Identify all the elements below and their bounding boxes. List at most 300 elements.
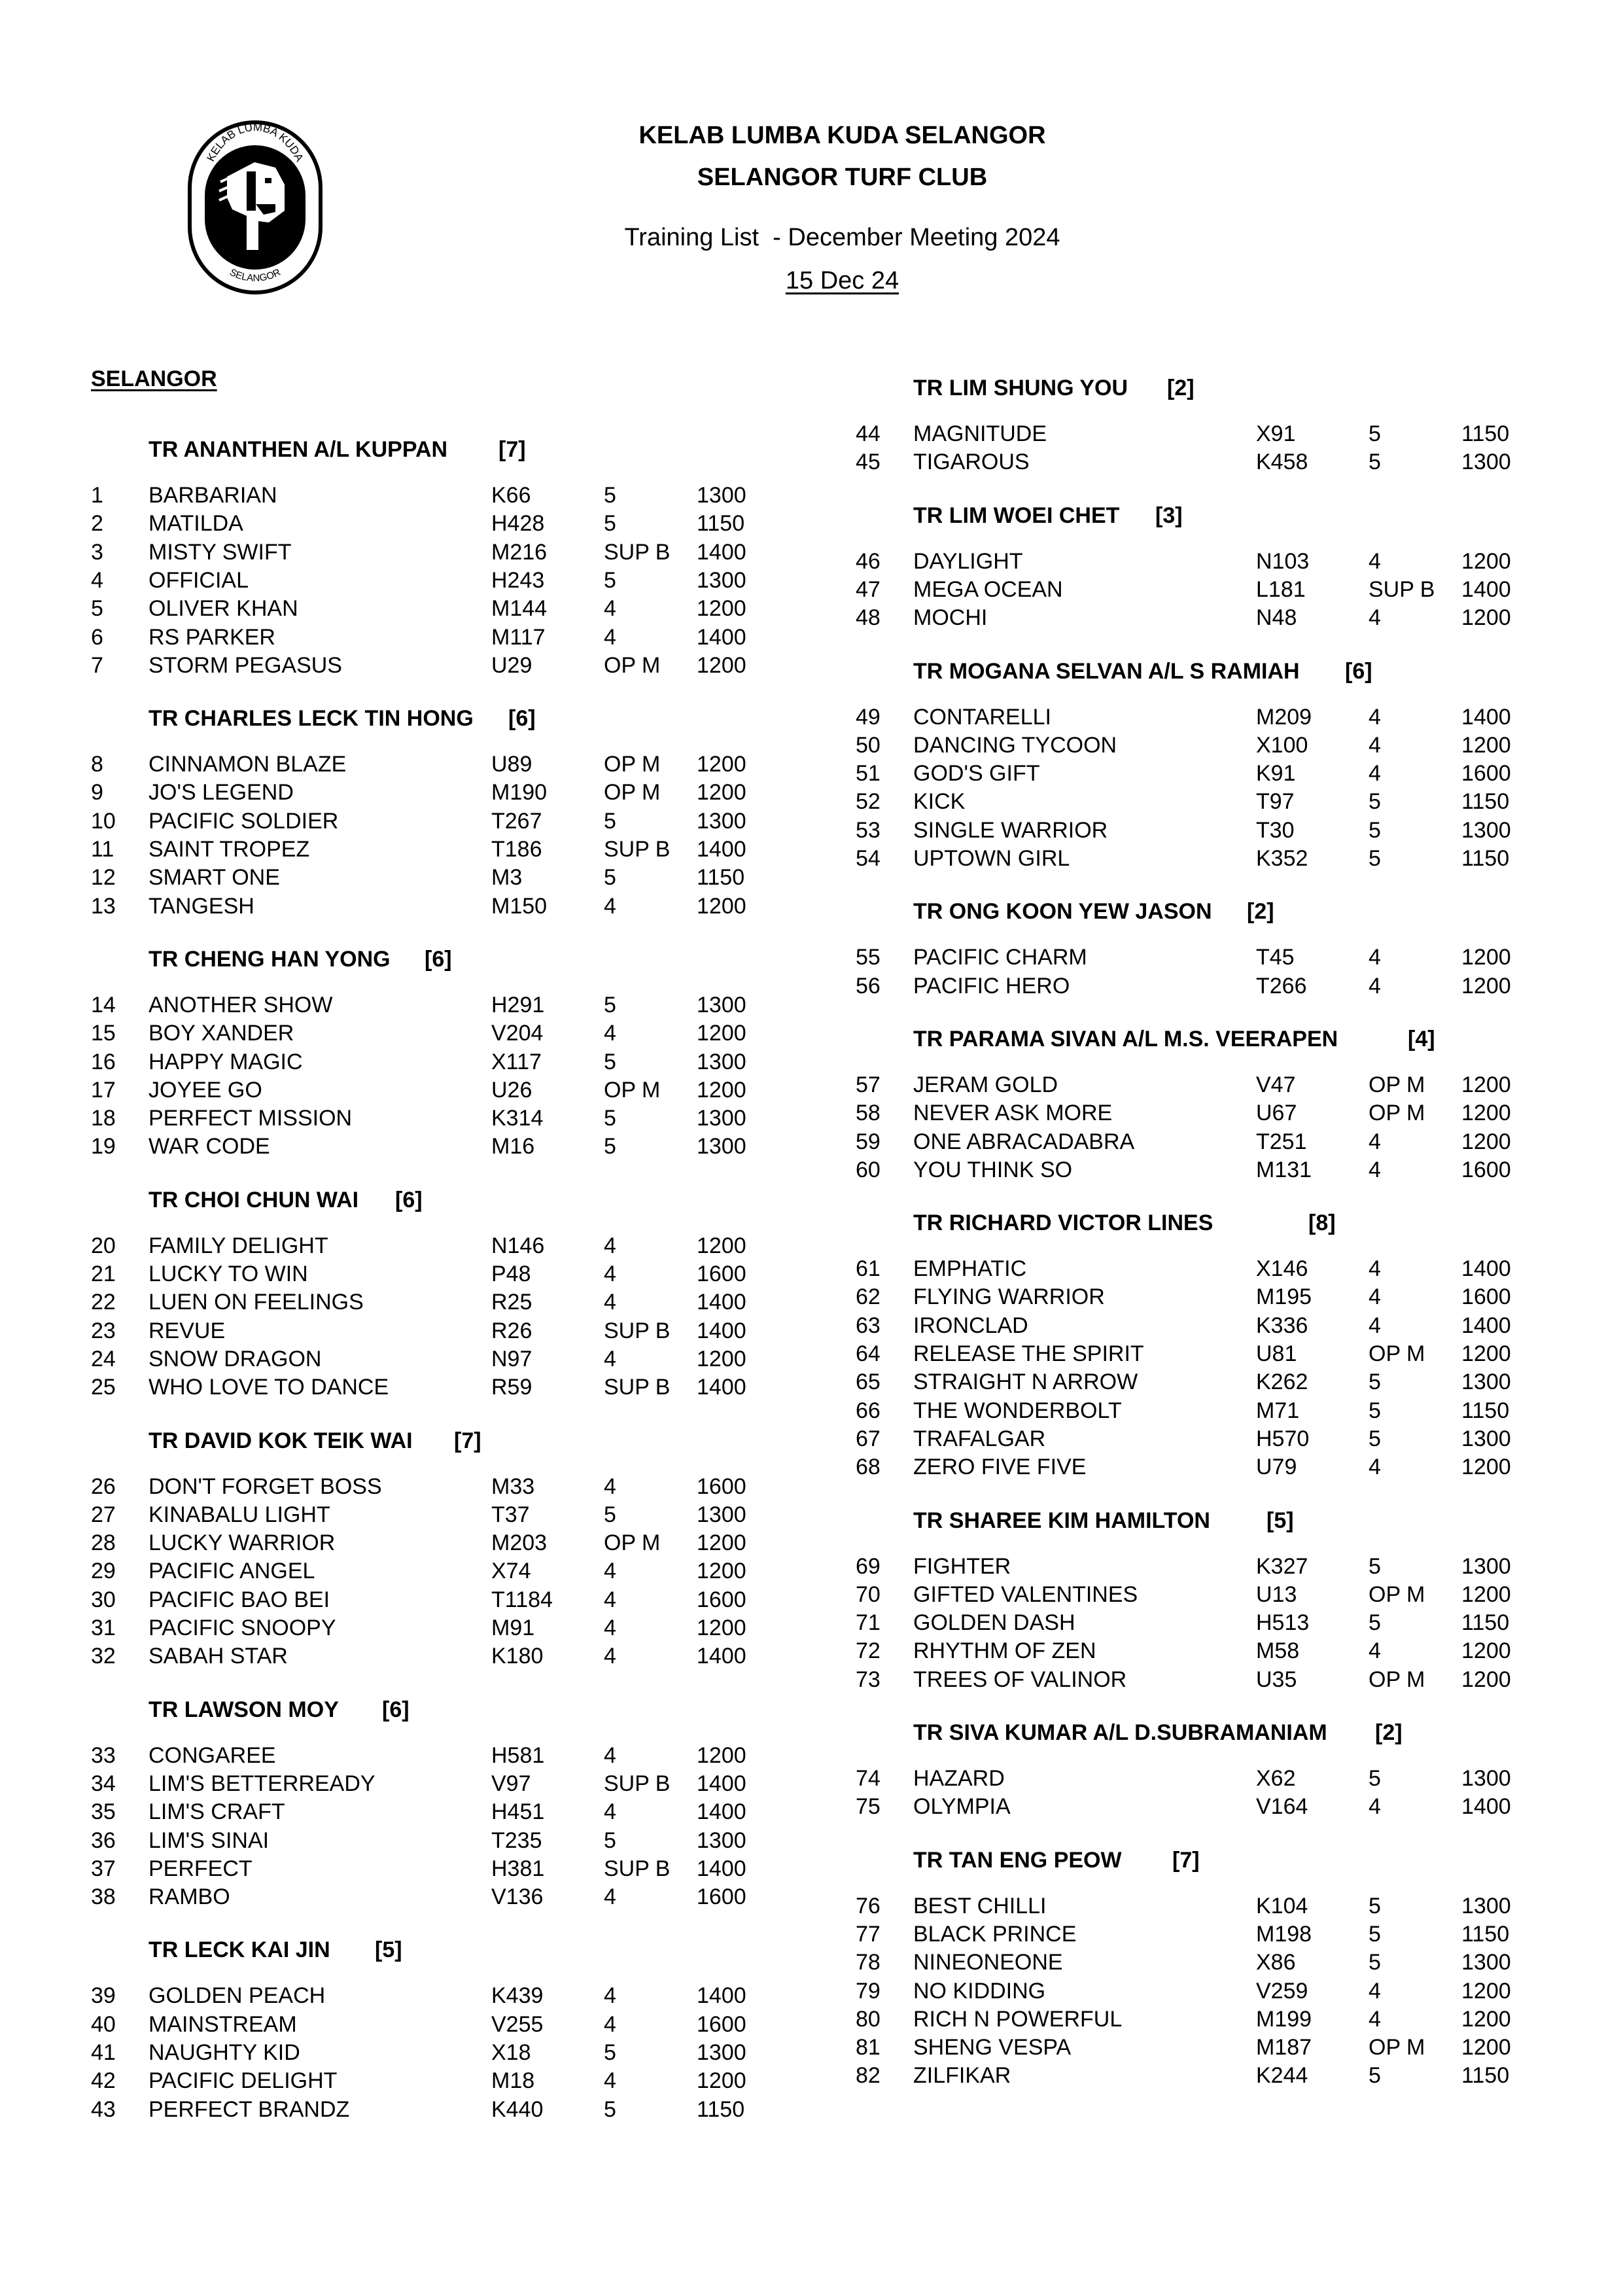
horse-distance: 1400 — [697, 1856, 746, 1881]
horse-rating: V136 — [491, 1884, 544, 1910]
horse-name: CINNAMON BLAZE — [148, 752, 347, 777]
horse-name: BARBARIAN — [148, 483, 277, 508]
horse-name: OFFICIAL — [148, 567, 249, 593]
horse-number: 39 — [91, 1983, 116, 2009]
trainer-name: TR LIM SHUNG YOU — [913, 376, 1128, 400]
horse-number: 36 — [91, 1828, 116, 1853]
horse-distance: 1600 — [1461, 1284, 1511, 1310]
horse-rating: R25 — [491, 1290, 532, 1315]
horse-class: 5 — [1369, 1893, 1381, 1918]
horse-name: PACIFIC HERO — [913, 973, 1070, 998]
horse-name: FLYING WARRIOR — [913, 1284, 1105, 1310]
horse-rating: P48 — [491, 1262, 531, 1286]
trainer-horse-count: [4] — [1408, 1026, 1435, 1051]
horse-name: NO KIDDING — [913, 1978, 1046, 2004]
horse-number: 72 — [856, 1638, 881, 1664]
horse-class: 4 — [1369, 548, 1381, 574]
horse-class: 4 — [604, 1233, 616, 1258]
region-label: SELANGOR — [91, 366, 217, 391]
horse-class: OP M — [1369, 1101, 1425, 1126]
horse-class: 4 — [604, 1290, 616, 1315]
horse-number: 61 — [856, 1256, 881, 1282]
horse-rating: V47 — [1256, 1072, 1296, 1097]
horse-rating: H381 — [491, 1856, 545, 1881]
horse-distance: 1200 — [1461, 1341, 1511, 1366]
horse-name: HAPPY MAGIC — [148, 1049, 303, 1074]
trainer-horse-count: [6] — [425, 946, 452, 972]
trainer-name: TR LAWSON MOY — [148, 1697, 339, 1722]
horse-rating: H243 — [491, 567, 545, 593]
horse-class: 4 — [604, 1799, 616, 1825]
horse-name: DANCING TYCOON — [913, 732, 1117, 758]
horse-distance: 1200 — [697, 2068, 746, 2094]
horse-distance: 1600 — [1461, 761, 1511, 786]
horse-number: 70 — [856, 1581, 881, 1607]
horse-rating: K336 — [1256, 1313, 1308, 1338]
horse-class: 4 — [604, 1884, 616, 1910]
horse-class: 4 — [1369, 1157, 1381, 1182]
horse-class: OP M — [1369, 2035, 1425, 2060]
horse-class: 5 — [1369, 817, 1381, 843]
horse-name: HAZARD — [913, 1766, 1005, 1791]
horse-number: 50 — [856, 732, 881, 758]
horse-rating: M198 — [1256, 1921, 1312, 1947]
horse-number: 20 — [91, 1233, 116, 1258]
horse-class: SUP B — [604, 539, 671, 565]
horse-rating: K66 — [491, 483, 531, 508]
horse-distance: 1200 — [1461, 1581, 1511, 1607]
horse-number: 75 — [856, 1794, 881, 1820]
horse-name: IRONCLAD — [913, 1313, 1028, 1338]
horse-distance: 1400 — [697, 1375, 746, 1400]
horse-distance: 1600 — [697, 1884, 746, 1910]
horse-name: LIM'S BETTERREADY — [148, 1771, 375, 1796]
horse-distance: 1300 — [1461, 1893, 1511, 1918]
horse-distance: 1200 — [697, 1559, 746, 1584]
horse-name: WAR CODE — [148, 1134, 270, 1159]
horse-class: 5 — [604, 511, 616, 537]
horse-name: FAMILY DELIGHT — [148, 1233, 328, 1258]
horse-class: OP M — [604, 652, 661, 678]
horse-number: 1 — [91, 483, 103, 508]
horse-rating: U79 — [1256, 1455, 1297, 1480]
horse-number: 43 — [91, 2096, 116, 2122]
trainer-name: TR SIVA KUMAR A/L D.SUBRAMANIAM — [913, 1720, 1327, 1745]
horse-distance: 1200 — [1461, 732, 1511, 758]
horse-name: GOLDEN DASH — [913, 1610, 1075, 1636]
horse-rating: T251 — [1256, 1129, 1307, 1154]
horse-distance: 1200 — [1461, 2006, 1511, 2032]
trainer-name: TR LECK KAI JIN — [148, 1937, 330, 1963]
horse-distance: 1300 — [697, 483, 746, 508]
horse-name: TRAFALGAR — [913, 1426, 1046, 1451]
horse-name: BLACK PRINCE — [913, 1921, 1077, 1947]
horse-class: SUP B — [604, 837, 671, 862]
horse-distance: 1200 — [1461, 605, 1511, 631]
trainer-name: TR RICHARD VICTOR LINES — [913, 1210, 1213, 1236]
horse-number: 23 — [91, 1318, 116, 1343]
trainer-horse-count: [6] — [1345, 658, 1372, 684]
horse-name: MAINSTREAM — [148, 2011, 297, 2037]
trainer-horse-count: [7] — [454, 1428, 481, 1453]
horse-number: 52 — [856, 789, 881, 815]
horse-rating: M187 — [1256, 2035, 1312, 2060]
horse-class: 5 — [1369, 2063, 1381, 2089]
horse-distance: 1150 — [697, 511, 745, 537]
horse-number: 66 — [856, 1398, 881, 1423]
trainer-horse-count: [2] — [1167, 376, 1195, 400]
horse-number: 28 — [91, 1530, 116, 1556]
horse-number: 13 — [91, 893, 116, 919]
trainer-horse-count: [8] — [1308, 1210, 1336, 1236]
horse-number: 68 — [856, 1455, 881, 1480]
horse-name: CONTARELLI — [913, 704, 1051, 730]
horse-distance: 1300 — [697, 1828, 746, 1853]
horse-name: KICK — [913, 789, 966, 815]
horse-number: 2 — [91, 511, 103, 537]
horse-name: OLIVER KHAN — [148, 596, 298, 622]
horse-distance: 1200 — [697, 1077, 746, 1103]
horse-number: 45 — [856, 450, 881, 475]
horse-distance: 1300 — [1461, 1426, 1511, 1451]
horse-distance: 1400 — [697, 1983, 746, 2009]
horse-number: 76 — [856, 1893, 881, 1918]
horse-rating: K262 — [1256, 1369, 1308, 1395]
horse-number: 3 — [91, 539, 103, 565]
horse-distance: 1200 — [697, 893, 746, 919]
horse-distance: 1200 — [697, 1346, 746, 1371]
horse-distance: 1200 — [1461, 1072, 1511, 1097]
horse-name: PERFECT BRANDZ — [148, 2096, 350, 2122]
horse-rating: K104 — [1256, 1893, 1308, 1918]
horse-class: OP M — [1369, 1341, 1425, 1366]
trainer-horse-count: [5] — [1266, 1508, 1294, 1533]
horse-number: 18 — [91, 1106, 116, 1131]
horse-number: 55 — [856, 945, 881, 970]
horse-name: NEVER ASK MORE — [913, 1101, 1113, 1126]
horse-rating: T30 — [1256, 817, 1295, 843]
horse-rating: K314 — [491, 1106, 544, 1131]
horse-name: PACIFIC SOLDIER — [148, 808, 339, 834]
horse-name: MEGA OCEAN — [913, 576, 1063, 602]
horse-name: TANGESH — [148, 893, 254, 919]
horse-distance: 1200 — [1461, 1638, 1511, 1664]
horse-distance: 1150 — [1461, 1398, 1510, 1423]
horse-distance: 1300 — [1461, 1369, 1511, 1395]
horse-class: 5 — [1369, 789, 1381, 815]
horse-class: 5 — [604, 1049, 616, 1074]
horse-class: 4 — [1369, 973, 1381, 998]
horse-rating: T186 — [491, 837, 542, 862]
horse-name: DON'T FORGET BOSS — [148, 1474, 382, 1499]
horse-rating: M91 — [491, 1616, 535, 1640]
horse-distance: 1150 — [697, 865, 745, 891]
horse-rating: X18 — [491, 2040, 531, 2065]
horse-name: NAUGHTY KID — [148, 2040, 300, 2065]
horse-distance: 1200 — [1461, 548, 1511, 574]
horse-distance: 1300 — [697, 808, 746, 834]
horse-name: STRAIGHT N ARROW — [913, 1369, 1138, 1395]
horse-distance: 1400 — [1461, 576, 1511, 602]
horse-distance: 1200 — [1461, 1455, 1511, 1480]
horse-rating: K180 — [491, 1644, 544, 1669]
horse-number: 15 — [91, 1021, 116, 1046]
horse-rating: U81 — [1256, 1341, 1297, 1366]
horse-distance: 1300 — [1461, 450, 1511, 475]
horse-distance: 1400 — [1461, 1256, 1511, 1282]
horse-number: 42 — [91, 2068, 116, 2094]
horse-class: SUP B — [1369, 576, 1435, 602]
horse-class: 4 — [604, 1021, 616, 1046]
meeting-date-wrap — [458, 267, 1227, 295]
horse-class: 4 — [1369, 761, 1381, 786]
horse-distance: 1200 — [1461, 1129, 1511, 1154]
horse-distance: 1200 — [697, 1530, 746, 1556]
horse-class: 4 — [604, 1474, 616, 1499]
horse-number: 10 — [91, 808, 116, 834]
horse-class: 4 — [1369, 945, 1381, 970]
horse-name: TREES OF VALINOR — [913, 1667, 1127, 1692]
horse-number: 69 — [856, 1553, 881, 1579]
horse-class: 4 — [1369, 1284, 1381, 1310]
horse-distance: 1600 — [697, 1474, 746, 1499]
horse-rating: X100 — [1256, 732, 1308, 758]
horse-name: JOYEE GO — [148, 1077, 262, 1103]
horse-distance: 1300 — [697, 1502, 746, 1527]
trainer-name: TR LIM WOEI CHET — [913, 503, 1120, 528]
horse-rating: R26 — [491, 1318, 532, 1343]
horse-distance: 1300 — [697, 1106, 746, 1131]
horse-number: 44 — [856, 421, 881, 446]
horse-number: 32 — [91, 1644, 116, 1669]
horse-name: SNOW DRAGON — [148, 1346, 322, 1371]
horse-rating: M117 — [491, 624, 546, 650]
horse-distance: 1300 — [697, 2040, 746, 2065]
horse-distance: 1400 — [697, 539, 746, 565]
horse-rating: U89 — [491, 752, 532, 777]
horse-rating: U26 — [491, 1077, 532, 1103]
horse-number: 14 — [91, 992, 116, 1017]
horse-class: 4 — [604, 1262, 616, 1286]
horse-number: 65 — [856, 1369, 881, 1395]
horse-rating: M71 — [1256, 1398, 1300, 1423]
horse-name: MISTY SWIFT — [148, 539, 292, 565]
horse-class: 4 — [1369, 732, 1381, 758]
horse-class: 4 — [1369, 1978, 1381, 2004]
horse-class: 4 — [1369, 1455, 1381, 1480]
club-name-english: SELANGOR TURF CLUB — [697, 164, 988, 191]
horse-rating: H428 — [491, 511, 545, 537]
horse-number: 57 — [856, 1072, 881, 1097]
horse-distance: 1200 — [697, 1021, 746, 1046]
horse-name: CONGAREE — [148, 1742, 276, 1768]
horse-distance: 1400 — [697, 624, 746, 650]
horse-class: 5 — [1369, 1610, 1381, 1636]
horse-class: SUP B — [604, 1771, 671, 1796]
horse-distance: 1400 — [697, 1799, 746, 1825]
horse-class: 4 — [604, 2068, 616, 2094]
horse-distance: 1200 — [1461, 2035, 1511, 2060]
horse-number: 41 — [91, 2040, 116, 2065]
horse-distance: 1200 — [1461, 1667, 1511, 1692]
horse-class: 4 — [1369, 1256, 1381, 1282]
trainer-name: TR PARAMA SIVAN A/L M.S. VEERAPEN — [913, 1026, 1338, 1051]
horse-name: DAYLIGHT — [913, 548, 1023, 574]
horse-class: 5 — [604, 567, 616, 593]
horse-class: 4 — [604, 1983, 616, 2009]
horse-class: 5 — [1369, 1950, 1381, 1975]
horse-rating: H291 — [491, 992, 545, 1017]
horse-name: NINEONEONE — [913, 1950, 1063, 1975]
horse-name: ONE ABRACADABRA — [913, 1129, 1135, 1154]
horse-number: 80 — [856, 2006, 881, 2032]
horse-number: 60 — [856, 1157, 881, 1182]
horse-class: 5 — [1369, 1398, 1381, 1423]
horse-name: LIM'S SINAI — [148, 1828, 270, 1853]
horse-number: 74 — [856, 1766, 881, 1791]
horse-number: 7 — [91, 652, 103, 678]
horse-rating: T37 — [491, 1502, 530, 1527]
horse-class: OP M — [604, 1077, 661, 1103]
horse-rating: K440 — [491, 2096, 544, 2122]
horse-rating: N146 — [491, 1233, 545, 1258]
horse-number: 64 — [856, 1341, 881, 1366]
horse-rating: M131 — [1256, 1157, 1312, 1182]
horse-distance: 1200 — [697, 780, 746, 805]
horse-number: 33 — [91, 1742, 116, 1768]
horse-distance: 1150 — [1461, 846, 1510, 871]
horse-rating: U35 — [1256, 1667, 1297, 1692]
trainer-name: TR MOGANA SELVAN A/L S RAMIAH — [913, 658, 1300, 684]
horse-class: 4 — [604, 1644, 616, 1669]
horse-rating: M195 — [1256, 1284, 1312, 1310]
horse-number: 47 — [856, 576, 881, 602]
horse-rating: N48 — [1256, 605, 1297, 631]
horse-rating: U13 — [1256, 1581, 1297, 1607]
horse-name: OLYMPIA — [913, 1794, 1011, 1820]
horse-class: 5 — [1369, 1426, 1381, 1451]
horse-name: GOLDEN PEACH — [148, 1983, 326, 2009]
horse-name: PACIFIC CHARM — [913, 945, 1087, 970]
horse-distance: 1200 — [1461, 945, 1511, 970]
horse-class: 4 — [604, 1346, 616, 1371]
horse-number: 62 — [856, 1284, 881, 1310]
horse-rating: M144 — [491, 596, 548, 622]
horse-class: SUP B — [604, 1318, 671, 1343]
horse-class: OP M — [1369, 1581, 1425, 1607]
horse-class: 5 — [604, 1106, 616, 1131]
horse-distance: 1200 — [1461, 1101, 1511, 1126]
horse-number: 8 — [91, 752, 103, 777]
horse-name: JERAM GOLD — [913, 1072, 1058, 1097]
horse-number: 73 — [856, 1667, 881, 1692]
horse-rating: V255 — [491, 2011, 544, 2037]
horse-number: 79 — [856, 1978, 881, 2004]
horse-class: 5 — [1369, 1921, 1381, 1947]
horse-name: YOU THINK SO — [913, 1157, 1073, 1182]
horse-number: 58 — [856, 1101, 881, 1126]
horse-class: 4 — [604, 624, 616, 650]
horse-number: 17 — [91, 1077, 116, 1103]
horse-name: LUEN ON FEELINGS — [148, 1290, 364, 1315]
trainer-horse-count: [2] — [1247, 899, 1274, 925]
horse-number: 4 — [91, 567, 103, 593]
horse-class: 5 — [1369, 1369, 1381, 1395]
horse-rating: H581 — [491, 1742, 545, 1768]
horse-number: 78 — [856, 1950, 881, 1975]
horse-class: 5 — [1369, 1766, 1381, 1791]
horse-number: 25 — [91, 1375, 116, 1400]
horse-distance: 1600 — [697, 2011, 746, 2037]
horse-distance: 1150 — [697, 2096, 745, 2122]
horse-class: 5 — [604, 1828, 616, 1853]
horse-distance: 1300 — [1461, 1766, 1511, 1791]
trainer-name: TR CHENG HAN YONG — [148, 946, 391, 972]
horse-number: 81 — [856, 2035, 881, 2060]
horse-name: REVUE — [148, 1318, 226, 1343]
horse-name: RAMBO — [148, 1884, 230, 1910]
horse-class: 4 — [604, 1559, 616, 1584]
horse-distance: 1150 — [1461, 1610, 1510, 1636]
horse-distance: 1150 — [1461, 789, 1510, 815]
horse-class: 5 — [1369, 450, 1381, 475]
trainer-name: TR CHOI CHUN WAI — [148, 1187, 359, 1212]
horse-number: 5 — [91, 596, 103, 622]
horse-name: LUCKY WARRIOR — [148, 1530, 336, 1556]
horse-number: 27 — [91, 1502, 116, 1527]
horse-distance: 1400 — [697, 1290, 746, 1315]
horse-name: SAINT TROPEZ — [148, 837, 310, 862]
horse-class: 5 — [604, 865, 616, 891]
horse-name: ZILFIKAR — [913, 2063, 1011, 2089]
horse-name: LUCKY TO WIN — [148, 1262, 308, 1286]
horse-distance: 1600 — [697, 1262, 746, 1286]
horse-number: 77 — [856, 1921, 881, 1947]
horse-number: 56 — [856, 973, 881, 998]
horse-distance: 1300 — [697, 992, 746, 1017]
horse-rating: X74 — [491, 1559, 531, 1584]
horse-class: 5 — [604, 1134, 616, 1159]
horse-class: 5 — [1369, 1553, 1381, 1579]
horse-name: RS PARKER — [148, 624, 275, 650]
horse-class: 4 — [1369, 1129, 1381, 1154]
horse-name: WHO LOVE TO DANCE — [148, 1375, 389, 1400]
horse-rating: K327 — [1256, 1553, 1308, 1579]
horse-class: OP M — [604, 780, 661, 805]
trainer-name: TR TAN ENG PEOW — [913, 1847, 1122, 1873]
horse-number: 16 — [91, 1049, 116, 1074]
trainer-name: TR SHAREE KIM HAMILTON — [913, 1508, 1210, 1533]
horse-class: 4 — [1369, 1794, 1381, 1820]
horse-rating: T266 — [1256, 973, 1307, 998]
horse-rating: V164 — [1256, 1794, 1308, 1820]
horse-class: 5 — [604, 483, 616, 508]
horse-rating: M199 — [1256, 2006, 1312, 2032]
horse-name: RELEASE THE SPIRIT — [913, 1341, 1144, 1366]
horse-rating: M33 — [491, 1474, 535, 1499]
horse-name: GIFTED VALENTINES — [913, 1581, 1138, 1607]
horse-distance: 1200 — [697, 1233, 746, 1258]
horse-rating: T267 — [491, 808, 542, 834]
horse-number: 6 — [91, 624, 103, 650]
horse-rating: N103 — [1256, 548, 1310, 574]
horse-rating: T45 — [1256, 945, 1295, 970]
trainer-name: TR CHARLES LECK TIN HONG — [148, 706, 474, 732]
horse-rating: M58 — [1256, 1638, 1300, 1664]
trainer-horse-count: [6] — [395, 1187, 423, 1212]
horse-class: 4 — [604, 1616, 616, 1640]
horse-name: BEST CHILLI — [913, 1893, 1047, 1918]
